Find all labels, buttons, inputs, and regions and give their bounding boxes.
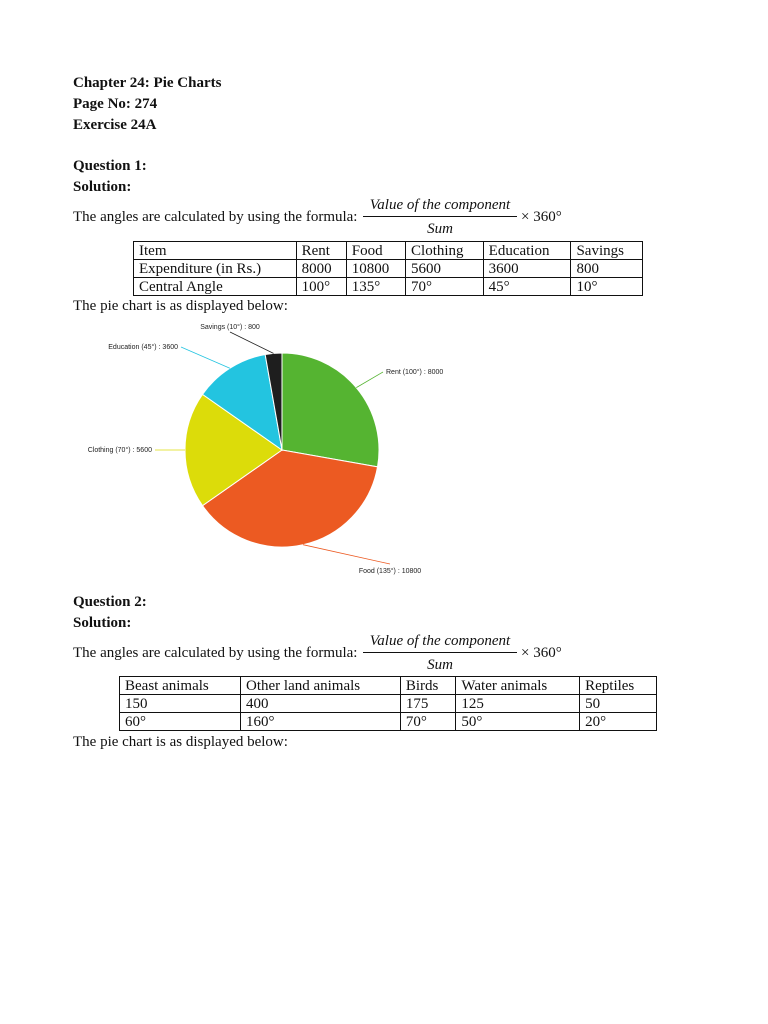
table-cell: 20° <box>580 713 657 731</box>
q2-formula <box>73 632 633 676</box>
table-row <box>120 713 657 731</box>
table-cell: 8000 <box>296 260 346 278</box>
page-number: Page No: 274 <box>73 96 158 112</box>
q2-formula-multiplier: × 360° <box>521 645 562 661</box>
table-cell: Beast animals <box>120 677 241 695</box>
table-cell: 70° <box>400 713 456 731</box>
q2-table <box>119 676 657 731</box>
table-cell: 175 <box>400 695 456 713</box>
table-cell: 10800 <box>346 260 405 278</box>
table-cell: Expenditure (in Rs.) <box>134 260 297 278</box>
table-cell: Clothing <box>406 242 484 260</box>
q2-formula-lead: The angles are calculated by using the formula: <box>73 645 358 661</box>
q1-formula-lead: The angles are calculated by using the formula: <box>73 209 358 225</box>
q1-fraction-bar <box>363 216 517 217</box>
q2-formula-numerator: Value of the component <box>369 633 511 649</box>
table-cell: 50° <box>456 713 580 731</box>
table-cell: 400 <box>241 695 401 713</box>
table-cell: 60° <box>120 713 241 731</box>
table-cell: 125 <box>456 695 580 713</box>
table-cell: 50 <box>580 695 657 713</box>
q2-formula-denominator: Sum <box>427 657 453 673</box>
table-cell: Food <box>346 242 405 260</box>
table-cell: 3600 <box>483 260 571 278</box>
chapter-title: Chapter 24: Pie Charts <box>73 75 222 91</box>
slice-label-savings: Savings (10°) : 800 <box>200 324 260 331</box>
table-cell: Birds <box>400 677 456 695</box>
table-row <box>134 242 643 260</box>
table-cell: Other land animals <box>241 677 401 695</box>
table-row <box>120 677 657 695</box>
table-cell: Education <box>483 242 571 260</box>
q1-formula-fraction <box>363 196 517 238</box>
table-cell: 45° <box>483 278 571 296</box>
exercise-title: Exercise 24A <box>73 117 157 133</box>
leader-line-savings <box>230 332 274 353</box>
table-cell: 150 <box>120 695 241 713</box>
q1-formula-numerator: Value of the component <box>369 197 511 213</box>
q2-formula-fraction <box>363 632 517 674</box>
table-row <box>134 278 643 296</box>
table-cell: 100° <box>296 278 346 296</box>
table-cell: 70° <box>406 278 484 296</box>
q1-formula-denominator: Sum <box>427 221 453 237</box>
q2-title: Question 2: <box>73 594 147 610</box>
table-cell: 10° <box>571 278 643 296</box>
slice-label-rent: Rent (100°) : 8000 <box>386 369 444 376</box>
q2-solution-label: Solution: <box>73 615 132 631</box>
q1-table <box>133 241 643 296</box>
table-row <box>120 695 657 713</box>
q2-fraction-bar <box>363 652 517 653</box>
q1-formula <box>73 196 633 240</box>
table-cell: 135° <box>346 278 405 296</box>
q1-formula-multiplier: × 360° <box>521 209 562 225</box>
table-cell: Rent <box>296 242 346 260</box>
leader-line-food <box>303 545 390 564</box>
table-cell: Savings <box>571 242 643 260</box>
slice-label-education: Education (45°) : 3600 <box>108 344 178 351</box>
table-cell: Water animals <box>456 677 580 695</box>
q2-caption: The pie chart is as displayed below: <box>73 734 288 750</box>
q1-caption: The pie chart is as displayed below: <box>73 298 288 314</box>
q1-title: Question 1: <box>73 158 147 174</box>
table-cell: 800 <box>571 260 643 278</box>
table-cell: 5600 <box>406 260 484 278</box>
pie-chart <box>70 318 470 588</box>
table-cell: Reptiles <box>580 677 657 695</box>
leader-line-rent <box>356 372 383 388</box>
slice-label-food: Food (135°) : 10800 <box>358 568 422 575</box>
table-cell: 160° <box>241 713 401 731</box>
leader-line-education <box>181 347 230 368</box>
slice-label-clothing: Clothing (70°) : 5600 <box>87 447 152 454</box>
pie-slice-rent <box>282 353 379 467</box>
q1-solution-label: Solution: <box>73 179 132 195</box>
table-cell: Central Angle <box>134 278 297 296</box>
table-cell: Item <box>134 242 297 260</box>
table-row <box>134 260 643 278</box>
